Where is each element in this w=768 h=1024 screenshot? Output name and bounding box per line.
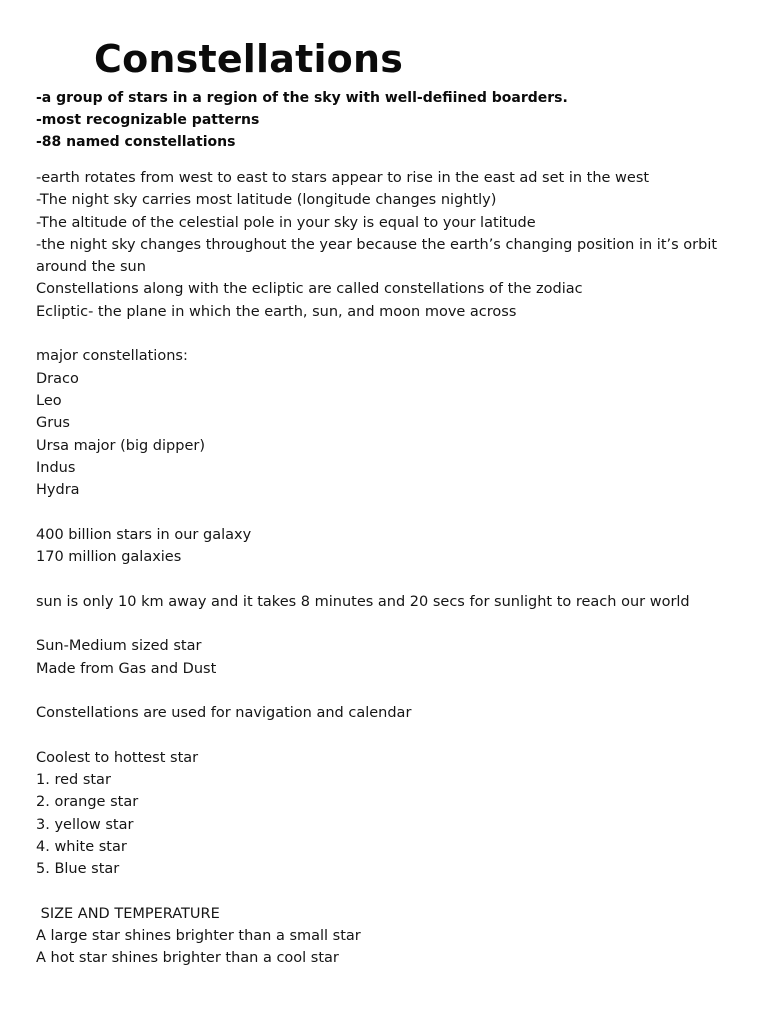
fact-line: Ecliptic- the plane in which the earth, sun, and moon move across [36, 303, 517, 320]
star-temperature-heading: Coolest to hottest star [36, 749, 199, 766]
definition-line: -a group of stars in a region of the sky with well-defiined boarders. [36, 90, 568, 106]
constellation-item: Grus [36, 415, 70, 432]
star-temperature-item: 1. red star [36, 772, 111, 789]
spacer [36, 568, 736, 590]
sun-fact: Sun-Medium sized star [36, 638, 202, 655]
notes-body [36, 167, 736, 970]
spacer [36, 724, 736, 746]
definition-block [36, 87, 736, 153]
spacer [36, 881, 736, 903]
major-constellations-heading: major constellations: [36, 348, 188, 365]
constellation-item: Leo [36, 392, 62, 409]
definition-line: -88 named constellations [36, 134, 236, 150]
sun-distance-line: sun is only 10 km away and it takes 8 minutes and 20 secs for sunlight to reach our world [36, 593, 690, 610]
star-temperature-item: 3. yellow star [36, 816, 134, 833]
constellation-item: Ursa major (big dipper) [36, 437, 205, 454]
page-title: Constellations [94, 37, 404, 81]
fact-line: -The night sky carries most latitude (longitude changes nightly) [36, 192, 497, 209]
fact-line: -the night sky changes throughout the year because the earth’s changing position in it’s orbit around the sun [36, 236, 718, 276]
size-temperature-heading: SIZE AND TEMPERATURE [36, 905, 220, 922]
fact-line: -The altitude of the celestial pole in your sky is equal to your latitude [36, 214, 536, 231]
spacer [36, 680, 736, 702]
star-temperature-item: 4. white star [36, 838, 127, 855]
star-temperature-item: 2. orange star [36, 794, 139, 811]
galaxy-stat: 170 million galaxies [36, 549, 182, 566]
galaxy-stat: 400 billion stars in our galaxy [36, 526, 252, 543]
fact-line: -earth rotates from west to east to stars appear to rise in the east ad set in the west [36, 170, 650, 186]
spacer [36, 323, 736, 345]
constellation-item: Indus [36, 459, 76, 476]
spacer [36, 613, 736, 635]
spacer [36, 501, 736, 523]
definition-line: -most recognizable patterns [36, 112, 260, 128]
constellation-item: Draco [36, 370, 79, 387]
constellation-item: Hydra [36, 482, 80, 499]
size-temperature-item: A hot star shines brighter than a cool star [36, 950, 339, 967]
sun-fact: Made from Gas and Dust [36, 660, 217, 677]
uses-line: Constellations are used for navigation and calendar [36, 705, 412, 722]
size-temperature-item: A large star shines brighter than a small star [36, 928, 361, 945]
star-temperature-item: 5. Blue star [36, 861, 120, 878]
fact-line: Constellations along with the ecliptic are called constellations of the zodiac [36, 281, 583, 298]
